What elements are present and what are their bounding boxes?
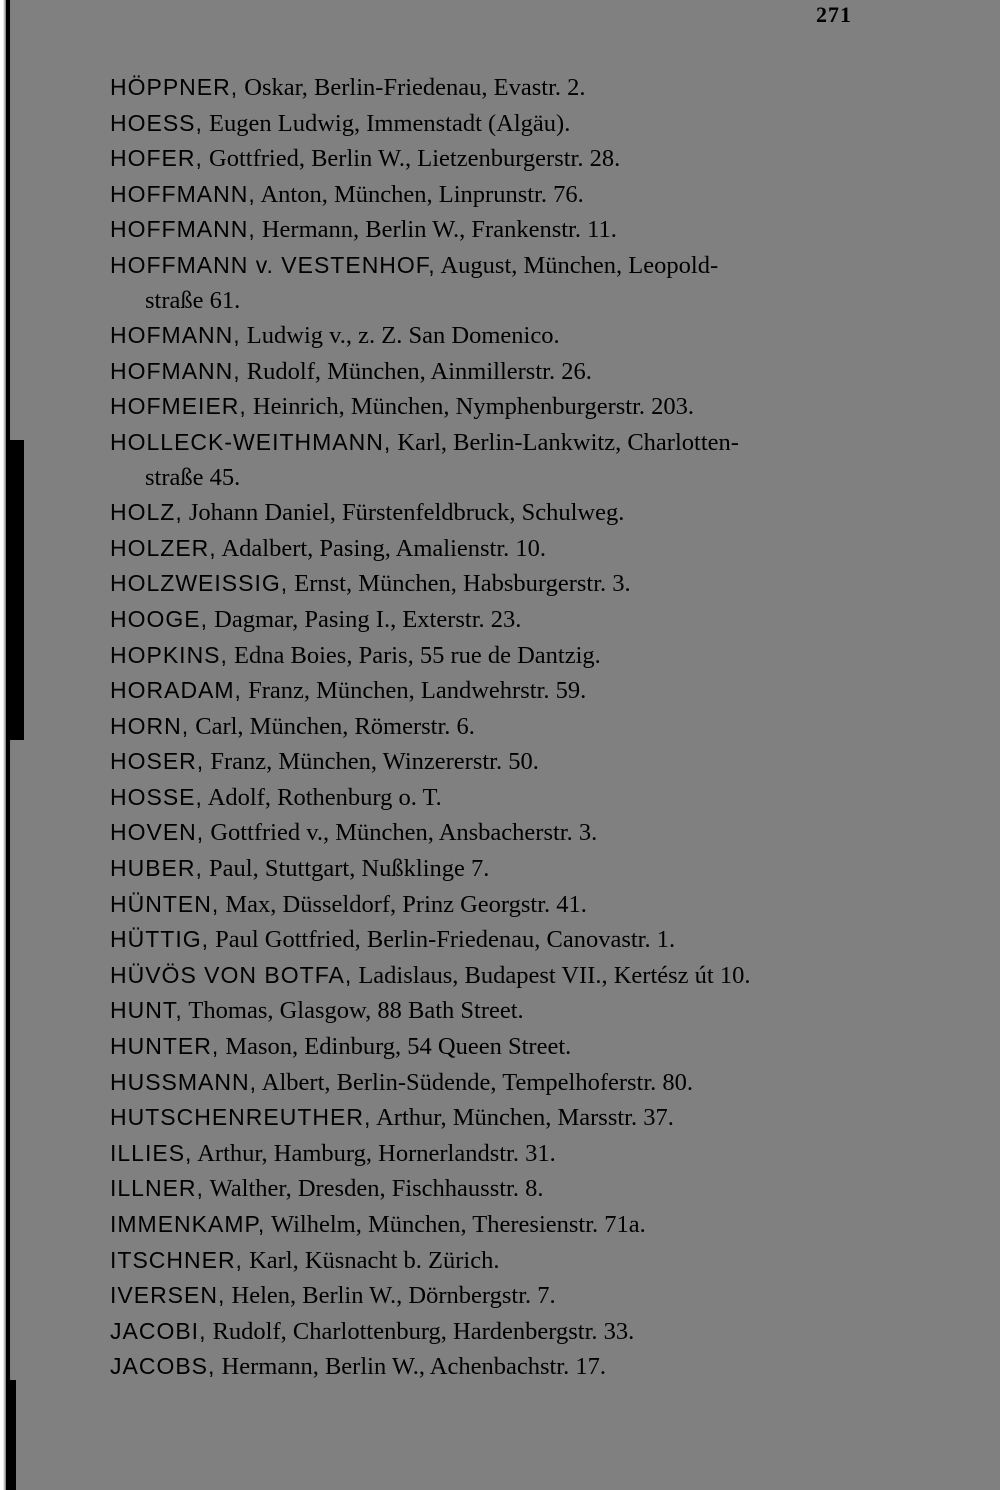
- directory-entry-continuation: [110, 284, 890, 319]
- directory-entry: [110, 531, 890, 567]
- entry-details: Arthur, Hamburg, Hornerlandstr. 31.: [192, 1139, 556, 1167]
- entry-details: Karl, Küsnacht b. Zürich.: [242, 1246, 500, 1274]
- entry-surname: HOESS,: [110, 109, 203, 136]
- entry-surname: HOLLECK-WEITHMANN,: [110, 428, 392, 455]
- entry-surname: HOFER,: [110, 145, 203, 172]
- entry-surname: HOSSE,: [110, 783, 203, 810]
- entry-surname: HUBER,: [110, 855, 203, 882]
- directory-entry: [110, 1065, 890, 1101]
- directory-entry: [110, 922, 890, 958]
- directory-entry: [110, 602, 890, 638]
- directory-entry: [110, 744, 890, 780]
- directory-entry: [110, 248, 890, 284]
- directory-entry: [110, 177, 890, 213]
- entry-details: Paul Gottfried, Berlin-Friedenau, Canovastr. 1.: [209, 926, 676, 954]
- entry-details: Helen, Berlin W., Dörnbergstr. 7.: [225, 1282, 556, 1310]
- directory-entry: [110, 354, 890, 390]
- entry-surname: HÖPPNER,: [110, 74, 239, 100]
- entry-surname: HOFMANN,: [110, 322, 241, 349]
- directory-entry: [110, 425, 890, 461]
- entry-details: Anton, München, Linprunstr. 76.: [255, 180, 584, 208]
- entry-details: Thomas, Glasgow, 88 Bath Street.: [182, 997, 524, 1025]
- directory-entry: [110, 70, 890, 106]
- entry-surname: JACOBS,: [110, 1353, 216, 1380]
- entry-details: Franz, München, Winzererstr. 50.: [204, 748, 539, 776]
- directory-entry: [110, 887, 890, 923]
- directory-entry: [110, 638, 890, 674]
- entry-details: Hermann, Berlin W., Achenbachstr. 17.: [215, 1353, 606, 1381]
- entry-details: Johann Daniel, Fürstenfeldbruck, Schulweg.: [182, 499, 625, 527]
- entry-surname: HÜVÖS VON BOTFA,: [110, 961, 353, 988]
- entry-surname: ITSCHNER,: [110, 1246, 243, 1273]
- entry-details: Ernst, München, Habsburgerstr. 3.: [288, 570, 631, 598]
- entry-surname: HOLZWEISSIG,: [110, 570, 289, 597]
- entry-details: Wilhelm, München, Theresienstr. 71a.: [265, 1211, 646, 1238]
- entry-surname: HUTSCHENREUTHER,: [110, 1104, 372, 1131]
- entry-details: straße 61.: [145, 286, 241, 314]
- entry-details: Ladislaus, Budapest VII., Kertész út 10.: [352, 961, 751, 989]
- binding-shadow: [6, 0, 10, 1490]
- entry-surname: HOFFMANN,: [110, 180, 256, 207]
- directory-entry: [110, 1349, 890, 1385]
- entry-surname: HUNTER,: [110, 1033, 220, 1060]
- entry-surname: HOFMEIER,: [110, 393, 247, 420]
- directory-entry-continuation: [110, 461, 890, 496]
- entry-details: Franz, München, Landwehrstr. 59.: [241, 677, 587, 705]
- directory-entry: [110, 1171, 890, 1207]
- entry-surname: HORN,: [110, 712, 190, 739]
- entry-surname: HUSSMANN,: [110, 1068, 258, 1095]
- entry-surname: HOFMANN,: [110, 357, 241, 384]
- entry-surname: HOFFMANN v. VESTENHOF,: [110, 251, 436, 278]
- entry-details: Eugen Ludwig, Immenstadt (Algäu).: [202, 109, 571, 137]
- entry-details: Adalbert, Pasing, Amalienstr. 10.: [216, 534, 547, 562]
- entry-details: Arthur, München, Marsstr. 37.: [371, 1104, 674, 1132]
- entry-details: Carl, München, Römerstr. 6.: [189, 712, 475, 740]
- directory-entry: [110, 673, 890, 709]
- entry-details: Dagmar, Pasing I., Exterstr. 23.: [208, 605, 522, 633]
- directory-entry: [110, 318, 890, 354]
- entry-details: Rudolf, Charlottenburg, Hardenbergstr. 33.: [206, 1317, 635, 1345]
- entry-details: Max, Düsseldorf, Prinz Georgstr. 41.: [219, 890, 587, 918]
- entry-surname: HÜTTIG,: [110, 926, 209, 953]
- entry-surname: HOVEN,: [110, 819, 205, 846]
- entry-details: Albert, Berlin-Südende, Tempelhoferstr. 80.: [257, 1068, 694, 1096]
- directory-entry: [110, 141, 890, 177]
- entry-surname: HOFFMANN,: [110, 216, 256, 243]
- entry-surname: ILLIES,: [110, 1139, 193, 1166]
- entry-surname: HOPKINS,: [110, 641, 228, 668]
- directory-entry: [110, 106, 890, 142]
- binding-shadow-thick: [6, 440, 24, 740]
- directory-entry: [110, 1243, 890, 1279]
- entry-details: Oskar, Berlin-Friedenau, Evastr. 2.: [238, 74, 586, 101]
- entry-details: Heinrich, München, Nymphenburgerstr. 203.: [246, 393, 695, 421]
- page-number: 271: [816, 2, 852, 27]
- entry-surname: IMMENKAMP,: [110, 1211, 266, 1237]
- entry-surname: IVERSEN,: [110, 1282, 226, 1309]
- directory-entry: [110, 389, 890, 425]
- directory-entry: [110, 780, 890, 816]
- entry-surname: HUNT,: [110, 997, 183, 1024]
- directory-entry: [110, 1207, 890, 1243]
- entry-surname: HOLZ,: [110, 499, 183, 526]
- entry-details: Adolf, Rothenburg o. T.: [202, 783, 442, 811]
- directory-entry: [110, 993, 890, 1029]
- entry-surname: HOSER,: [110, 748, 205, 775]
- entry-details: Mason, Edinburg, 54 Queen Street.: [219, 1033, 572, 1061]
- binding-shadow-bottom: [6, 1380, 16, 1490]
- entry-details: Paul, Stuttgart, Nußklinge 7.: [202, 855, 490, 883]
- directory-list: [110, 70, 890, 1385]
- entry-surname: HOLZER,: [110, 534, 217, 561]
- directory-entry: [110, 709, 890, 745]
- entry-details: Karl, Berlin-Lankwitz, Charlotten-: [391, 428, 739, 456]
- entry-surname: JACOBI,: [110, 1317, 207, 1344]
- entry-details: Ludwig v., z. Z. San Domenico.: [240, 322, 560, 350]
- entry-details: Walther, Dresden, Fischhausstr. 8.: [203, 1175, 544, 1203]
- entry-details: Gottfried v., München, Ansbacherstr. 3.: [204, 819, 598, 847]
- directory-entry: [110, 212, 890, 248]
- directory-entry: [110, 566, 890, 602]
- entry-surname: HOOGE,: [110, 605, 209, 632]
- directory-entry: [110, 1029, 890, 1065]
- directory-entry: [110, 958, 890, 994]
- directory-entry: [110, 1278, 890, 1314]
- directory-entry: [110, 851, 890, 887]
- entry-details: Rudolf, München, Ainmillerstr. 26.: [240, 357, 592, 385]
- entry-details: August, München, Leopold-: [435, 251, 719, 279]
- entry-surname: ILLNER,: [110, 1175, 204, 1202]
- directory-entry: [110, 815, 890, 851]
- entry-details: straße 45.: [145, 463, 241, 491]
- directory-entry: [110, 1100, 890, 1136]
- entry-details: Hermann, Berlin W., Frankenstr. 11.: [255, 216, 617, 244]
- entry-surname: HORADAM,: [110, 677, 242, 704]
- entry-surname: HÜNTEN,: [110, 890, 220, 917]
- entry-details: Edna Boies, Paris, 55 rue de Dantzig.: [227, 641, 601, 669]
- entry-details: Gottfried, Berlin W., Lietzenburgerstr. 28.: [202, 145, 621, 173]
- directory-entry: [110, 1314, 890, 1350]
- directory-entry: [110, 1136, 890, 1172]
- directory-entry: [110, 495, 890, 531]
